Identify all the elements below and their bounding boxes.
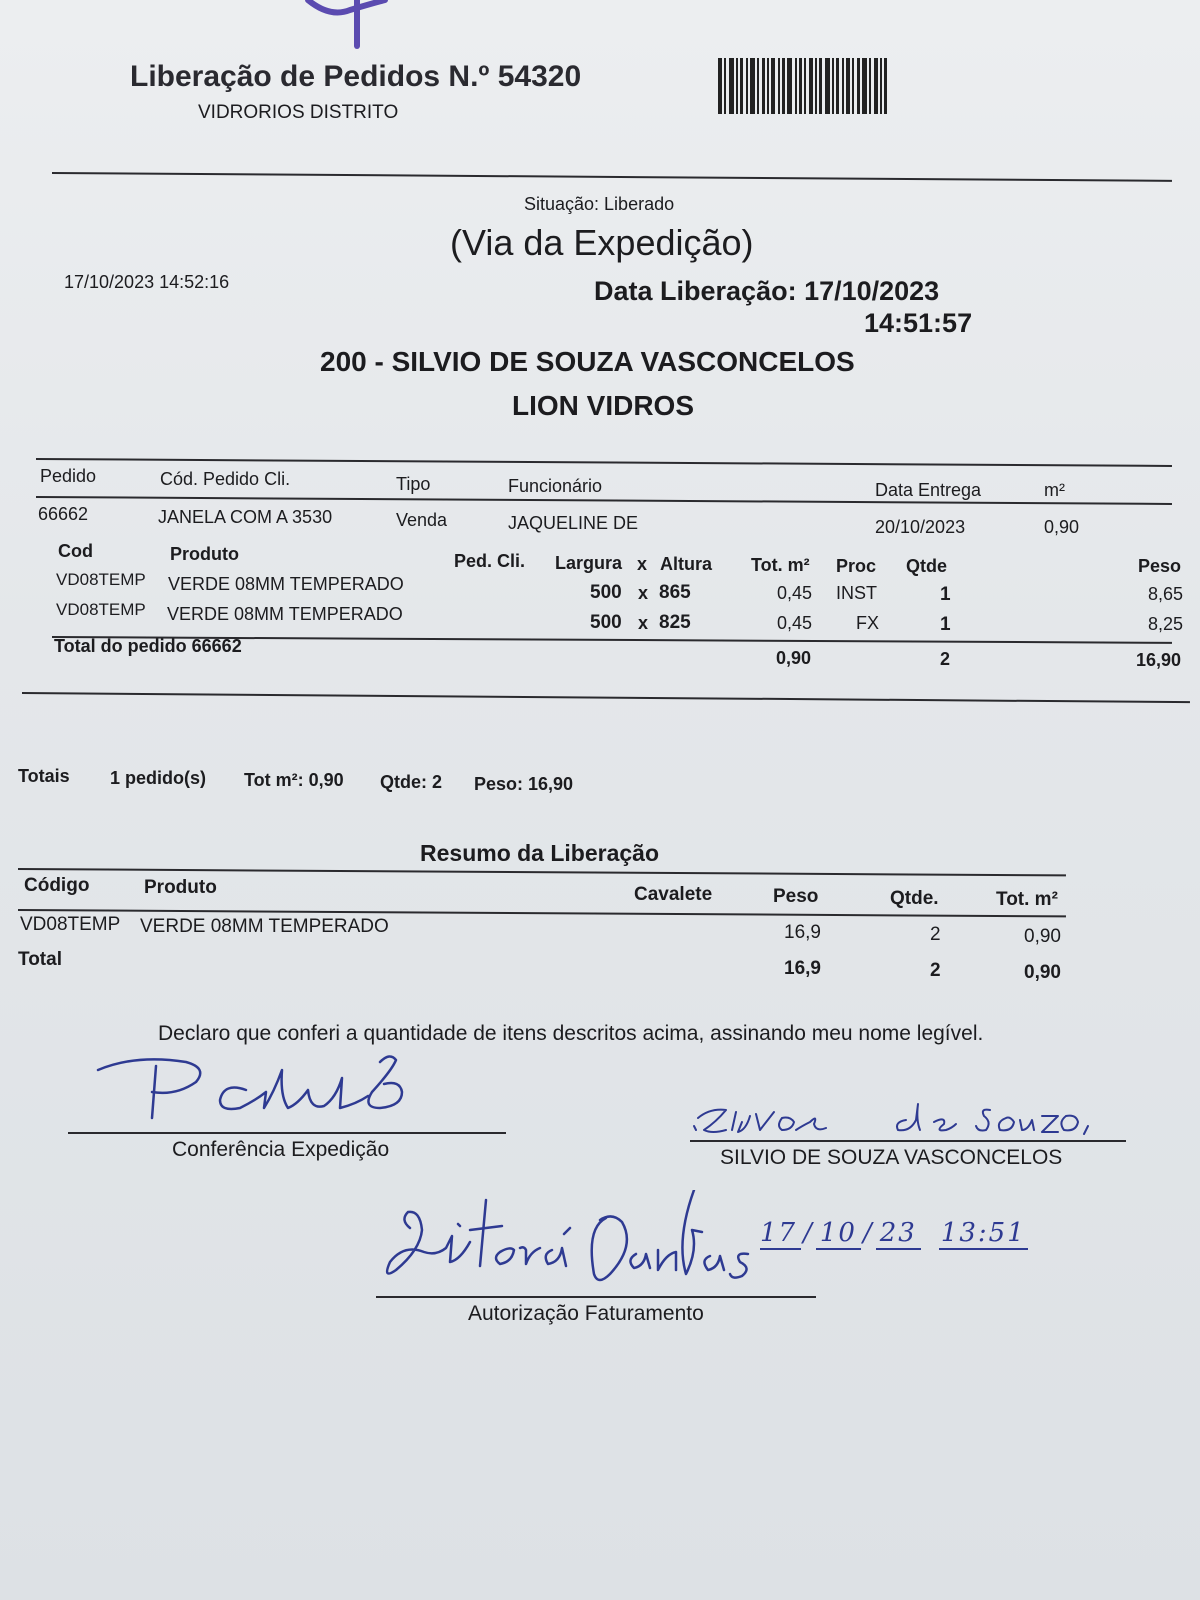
handwritten-date: 17 / 10 / 23 13:51: [760, 1218, 1026, 1248]
autorizacao-label: Autorização Faturamento: [468, 1302, 704, 1325]
summary-row-codigo: VD08TEMP: [20, 914, 121, 935]
item-row-2-produto: VERDE 08MM TEMPERADO: [167, 604, 403, 624]
order-total-peso: 16,90: [1136, 650, 1182, 670]
item-row-1-altura: 865: [659, 582, 691, 603]
handwritten-date-day: 17: [760, 1218, 801, 1250]
summary-total-peso: 16,9: [784, 958, 821, 979]
header-m2: m²: [1044, 480, 1065, 500]
item-row-1-qtde: 1: [940, 584, 951, 605]
summary-row-qtde: 2: [930, 924, 941, 945]
handwritten-date-month: 10: [816, 1218, 861, 1250]
summary-row-tot-m2: 0,90: [1024, 926, 1061, 947]
item-row-2-x: x: [638, 613, 649, 633]
release-date: Data Liberação: 17/10/2023: [594, 276, 940, 306]
summary-total-tot-m2: 0,90: [1024, 962, 1061, 983]
order-data-entrega: 20/10/2023: [875, 517, 966, 537]
header-data-entrega: Data Entrega: [875, 480, 982, 500]
item-header-altura: Altura: [660, 554, 713, 574]
item-row-1-tot-m2: 0,45: [777, 583, 813, 603]
item-header-ped-cli: Ped. Cli.: [454, 551, 526, 571]
copy-label: (Via da Expedição): [450, 222, 754, 263]
totals-qtde: Qtde: 2: [380, 772, 443, 792]
document-title: Liberação de Pedidos N.º 54320: [130, 60, 582, 93]
company-logo: [300, 0, 410, 50]
status-text: Situação: Liberado: [524, 194, 675, 214]
item-row-1-x: x: [638, 583, 649, 603]
summary-header-codigo: Código: [24, 875, 90, 896]
barcode: [718, 58, 916, 114]
declaration-text: Declaro que conferi a quantidade de itens descritos acima, assinando meu nome legível.: [158, 1022, 984, 1045]
order-header-rule: [36, 496, 1172, 505]
order-total-tot-m2: 0,90: [776, 648, 812, 668]
release-time: 14:51:57: [864, 308, 973, 338]
item-row-2-largura: 500: [590, 612, 622, 633]
item-header-qtde: Qtde: [906, 556, 948, 576]
item-row-2-cod: VD08TEMP: [56, 600, 146, 619]
totals-pedidos: 1 pedido(s): [110, 768, 207, 788]
autorizacao-line: [376, 1296, 816, 1298]
item-row-1-largura: 500: [590, 582, 622, 603]
summary-total-label: Total: [18, 949, 62, 970]
item-header-largura: Largura: [555, 553, 623, 573]
item-row-1-peso: 8,65: [1148, 584, 1184, 604]
order-table-top-rule: [36, 458, 1172, 467]
conferencia-signature: [96, 1052, 426, 1132]
totals-peso: Peso: 16,90: [474, 774, 574, 794]
company-name: VIDRORIOS DISTRITO: [198, 102, 399, 123]
item-header-x: x: [637, 554, 648, 574]
header-funcionario: Funcionário: [508, 476, 603, 496]
summary-row-peso: 16,9: [784, 922, 821, 943]
order-table-bottom-rule: [22, 692, 1190, 703]
item-row-1-cod: VD08TEMP: [56, 570, 146, 589]
header-cod-pedido-cli: Cód. Pedido Cli.: [160, 469, 291, 489]
client-line: 200 - SILVIO DE SOUZA VASCONCELOS: [320, 346, 855, 377]
print-datetime: 17/10/2023 14:52:16: [64, 272, 230, 292]
order-total-qtde: 2: [940, 649, 951, 669]
order-pedido: 66662: [38, 504, 89, 524]
item-row-2-tot-m2: 0,45: [777, 613, 813, 633]
item-header-peso: Peso: [1138, 556, 1182, 576]
item-header-cod: Cod: [58, 541, 93, 561]
order-tipo: Venda: [396, 510, 448, 530]
item-header-tot-m2: Tot. m²: [751, 555, 810, 575]
client-line: [690, 1140, 1126, 1142]
autorizacao-signature: [380, 1190, 760, 1300]
client-company: LION VIDROS: [512, 390, 695, 421]
summary-top-rule: [18, 868, 1066, 876]
order-total-label: Total do pedido 66662: [54, 636, 242, 656]
summary-header-cavalete: Cavalete: [634, 884, 713, 905]
item-row-2-qtde: 1: [940, 614, 951, 635]
item-row-2-peso: 8,25: [1148, 614, 1184, 634]
summary-total-qtde: 2: [930, 960, 941, 981]
item-header-proc: Proc: [836, 556, 877, 576]
totals-tot-m2: Tot m²: 0,90: [244, 770, 344, 790]
item-row-2-altura: 825: [659, 612, 691, 633]
summary-row-produto: VERDE 08MM TEMPERADO: [140, 916, 389, 937]
conferencia-label: Conferência Expedição: [172, 1138, 390, 1161]
header-tipo: Tipo: [396, 474, 431, 494]
item-row-2-proc: FX: [856, 613, 880, 633]
header-divider: [52, 172, 1172, 182]
handwritten-time: 13:51: [940, 1218, 1026, 1248]
totals-label: Totais: [18, 766, 70, 786]
item-header-produto: Produto: [170, 544, 239, 564]
summary-header-produto: Produto: [144, 877, 217, 898]
order-m2: 0,90: [1044, 517, 1080, 537]
order-cod-pedido-cli: JANELA COM A 3530: [158, 507, 333, 527]
summary-title: Resumo da Liberação: [420, 840, 660, 866]
order-funcionario: JAQUELINE DE: [508, 513, 639, 533]
conferencia-line: [68, 1132, 506, 1134]
summary-header-qtde: Qtde.: [890, 888, 939, 909]
summary-header-peso: Peso: [773, 886, 819, 907]
item-row-1-produto: VERDE 08MM TEMPERADO: [168, 574, 404, 594]
item-row-1-proc: INST: [836, 583, 878, 603]
client-signature: [690, 1100, 1140, 1144]
header-pedido: Pedido: [40, 466, 97, 486]
summary-header-tot-m2: Tot. m²: [996, 889, 1058, 910]
handwritten-date-year: 23: [876, 1218, 921, 1250]
client-signature-label: SILVIO DE SOUZA VASCONCELOS: [720, 1146, 1063, 1169]
